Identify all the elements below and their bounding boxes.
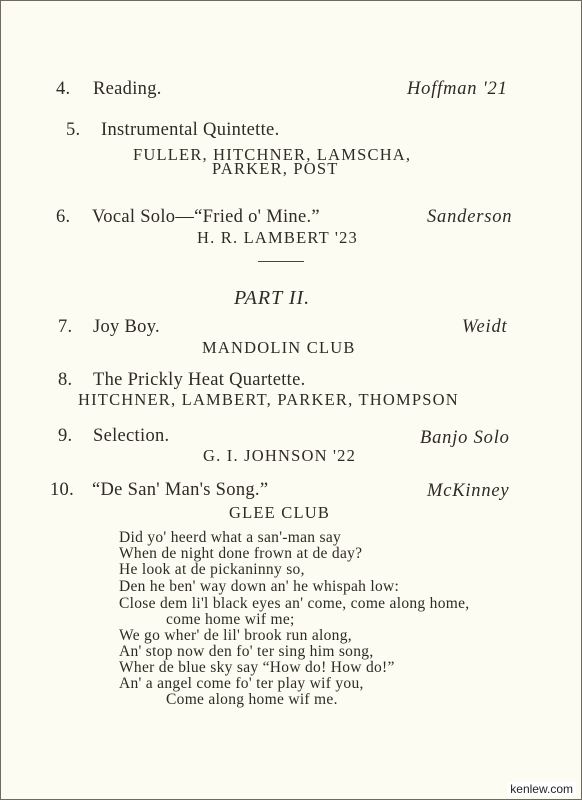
- item-performer: H. R. LAMBERT '23: [197, 228, 358, 247]
- lyric-line: We go wher' de lil' brook run along,: [119, 627, 352, 644]
- watermark: kenlew.com: [507, 782, 576, 796]
- lyric-line: Wher de blue sky say “How do! How do!”: [119, 659, 395, 676]
- item-title: Joy Boy.: [93, 317, 160, 337]
- item-composer: Weidt: [462, 317, 508, 337]
- item-composer: Banjo Solo: [420, 428, 510, 448]
- item-performer: G. I. JOHNSON '22: [203, 446, 357, 465]
- lyric-line: Did yo' heerd what a san'-man say: [119, 529, 342, 546]
- item-title: Instrumental Quintette.: [101, 120, 280, 140]
- item-title: “De San' Man's Song.”: [92, 480, 269, 500]
- item-composer: McKinney: [427, 481, 510, 501]
- item-number: 10.: [50, 480, 75, 500]
- item-number: 6.: [56, 207, 71, 227]
- part-heading: PART II.: [234, 287, 311, 309]
- item-performer: GLEE CLUB: [229, 503, 331, 522]
- item-composer: Sanderson: [427, 207, 513, 227]
- item-number: 9.: [58, 426, 73, 446]
- lyric-line: come home wif me;: [166, 611, 295, 628]
- lyric-line: When de night done frown at de day?: [119, 545, 363, 562]
- section-divider: [258, 261, 304, 262]
- item-number: 8.: [58, 370, 73, 390]
- item-number: 7.: [58, 317, 73, 337]
- lyric-line: He look at de pickaninny so,: [119, 561, 305, 578]
- item-title: Reading.: [93, 79, 162, 99]
- lyric-line: Den he ben' way down an' he whispah low:: [119, 578, 400, 595]
- item-performer: PARKER, POST: [212, 159, 339, 178]
- item-performer: HITCHNER, LAMBERT, PARKER, THOMPSON: [78, 390, 459, 409]
- item-title: Vocal Solo—“Fried o' Mine.”: [92, 207, 320, 227]
- lyric-line: An' a angel come fo' ter play wif you,: [119, 675, 364, 692]
- lyric-line: Come along home wif me.: [166, 691, 338, 708]
- item-number: 4.: [56, 79, 71, 99]
- item-performer: FULLER, HITCHNER, LAMSCHA,: [133, 145, 412, 164]
- item-performer: MANDOLIN CLUB: [202, 338, 356, 357]
- item-title: The Prickly Heat Quartette.: [93, 370, 306, 390]
- item-number: 5.: [66, 120, 81, 140]
- lyric-line: An' stop now den fo' ter sing him song,: [119, 643, 374, 660]
- item-title: Selection.: [93, 426, 170, 446]
- lyric-line: Close dem li'l black eyes an' come, come along home,: [119, 595, 470, 612]
- item-composer: Hoffman '21: [407, 79, 508, 99]
